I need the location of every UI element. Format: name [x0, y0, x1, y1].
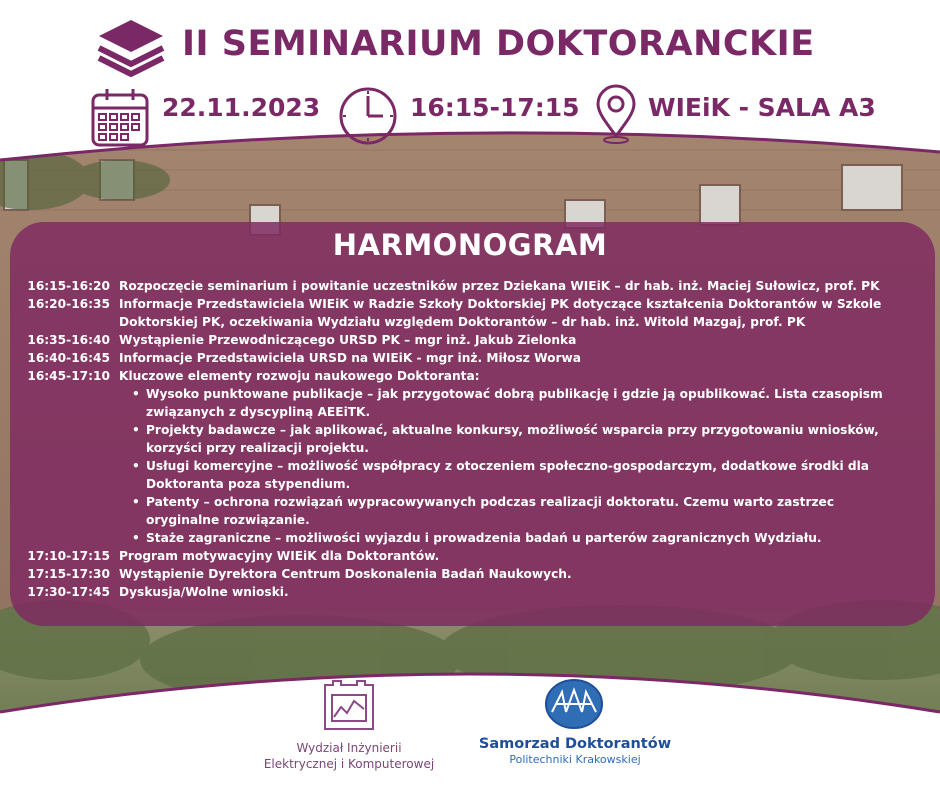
- schedule-description: Program motywacyjny WIEiK dla Doktorantów.: [119, 549, 440, 563]
- schedule-row: [10, 583, 930, 601]
- schedule-row: [10, 331, 930, 349]
- bullet-item: • Patenty – ochrona rozwiązań wypracowywanych podczas realizacji doktoratu. Czemu warto zastrzec oryginalne rozwiązanie.: [132, 493, 892, 529]
- schedule-time: 17:15-17:30: [27, 567, 110, 581]
- clock-icon: [338, 86, 398, 146]
- bullet-list-wrapper: [10, 385, 930, 547]
- samorzad-name-line2: Politechniki Krakowskiej: [509, 753, 641, 766]
- schedule-description: Dyskusja/Wolne wnioski.: [119, 585, 289, 599]
- schedule-time: 16:20-16:35: [27, 297, 110, 311]
- schedule-list: [10, 277, 930, 601]
- schedule-time: 16:15-16:20: [27, 279, 110, 293]
- schedule-row: [10, 547, 930, 565]
- schedule-time: 16:40-16:45: [27, 351, 110, 365]
- schedule-row: [10, 295, 930, 331]
- books-icon: [95, 18, 167, 80]
- samorzad-name: [472, 735, 678, 766]
- calendar-icon: [90, 86, 150, 148]
- schedule-time: 16:35-16:40: [27, 333, 110, 347]
- bullet-list: [132, 385, 892, 547]
- schedule-row: [10, 565, 930, 583]
- schedule-row: [10, 277, 930, 295]
- event-location: WIEiK - SALA A3: [648, 93, 876, 122]
- page-title: II SEMINARIUM DOKTORANCKIE: [182, 24, 815, 64]
- schedule-title: HARMONOGRAM: [332, 228, 608, 262]
- event-date: 22.11.2023: [162, 93, 321, 122]
- schedule-time: 17:30-17:45: [27, 585, 110, 599]
- schedule-description: Kluczowe elementy rozwoju naukowego Doktoranta:: [119, 369, 480, 383]
- schedule-time: 16:45-17:10: [27, 369, 110, 383]
- schedule-description: Rozpoczęcie seminarium i powitanie uczestników przez Dziekana WIEiK – dr hab. inż. Maciej Sułowicz, prof. PK: [119, 279, 880, 293]
- event-time: 16:15-17:15: [410, 93, 580, 122]
- schedule-description: Informacje Przedstawiciela WIEiK w Radzie Szkoły Doktorskiej PK dotyczące kształcenia Doktorantów w Szkole Doktorskiej PK, oczekiwania Wydziału względem Doktorantów – dr hab. inż. Witold Mazgaj, prof. PK: [119, 297, 882, 329]
- schedule-description: Wystąpienie Przewodniczącego URSD PK – mgr inż. Jakub Zielonka: [119, 333, 577, 347]
- samorzad-name-line1: Samorzad Doktorantów: [478, 736, 672, 752]
- faculty-logo-icon: [323, 679, 375, 731]
- samorzad-logo-icon: [544, 678, 604, 730]
- faculty-name-line1: Wydział Inżynierii: [296, 741, 402, 755]
- bullet-item: • Projekty badawcze – jak aplikować, aktualne konkursy, możliwość wsparcia przy przygotowaniu wniosków, korzyści przy realizacji projektu.: [132, 421, 892, 457]
- schedule-row: [10, 349, 930, 367]
- schedule-description: Informacje Przedstawiciela URSD na WIEiK - mgr inż. Miłosz Worwa: [119, 351, 582, 365]
- bullet-item: • Wysoko punktowane publikacje – jak przygotować dobrą publikację i gdzie ją opublikować. Lista czasopism związanych z dyscypliną AEEiTK.: [132, 385, 892, 421]
- bullet-item: • Usługi komercyjne – możliwość współpracy z otoczeniem społeczno-gospodarczym, dodatkowe środki dla Doktoranta poza stypendium.: [132, 457, 892, 493]
- faculty-name-line2: Elektrycznej i Komputerowej: [263, 757, 435, 771]
- schedule-description: Wystąpienie Dyrektora Centrum Doskonalenia Badań Naukowych.: [119, 567, 572, 581]
- faculty-name: [238, 740, 460, 772]
- schedule-row: [10, 367, 930, 385]
- bullet-item: • Staże zagraniczne – możliwości wyjazdu i prowadzenia badań u parterów zagranicznych Wydziału.: [132, 529, 892, 547]
- location-pin-icon: [594, 84, 638, 146]
- schedule-time: 17:10-17:15: [27, 549, 110, 563]
